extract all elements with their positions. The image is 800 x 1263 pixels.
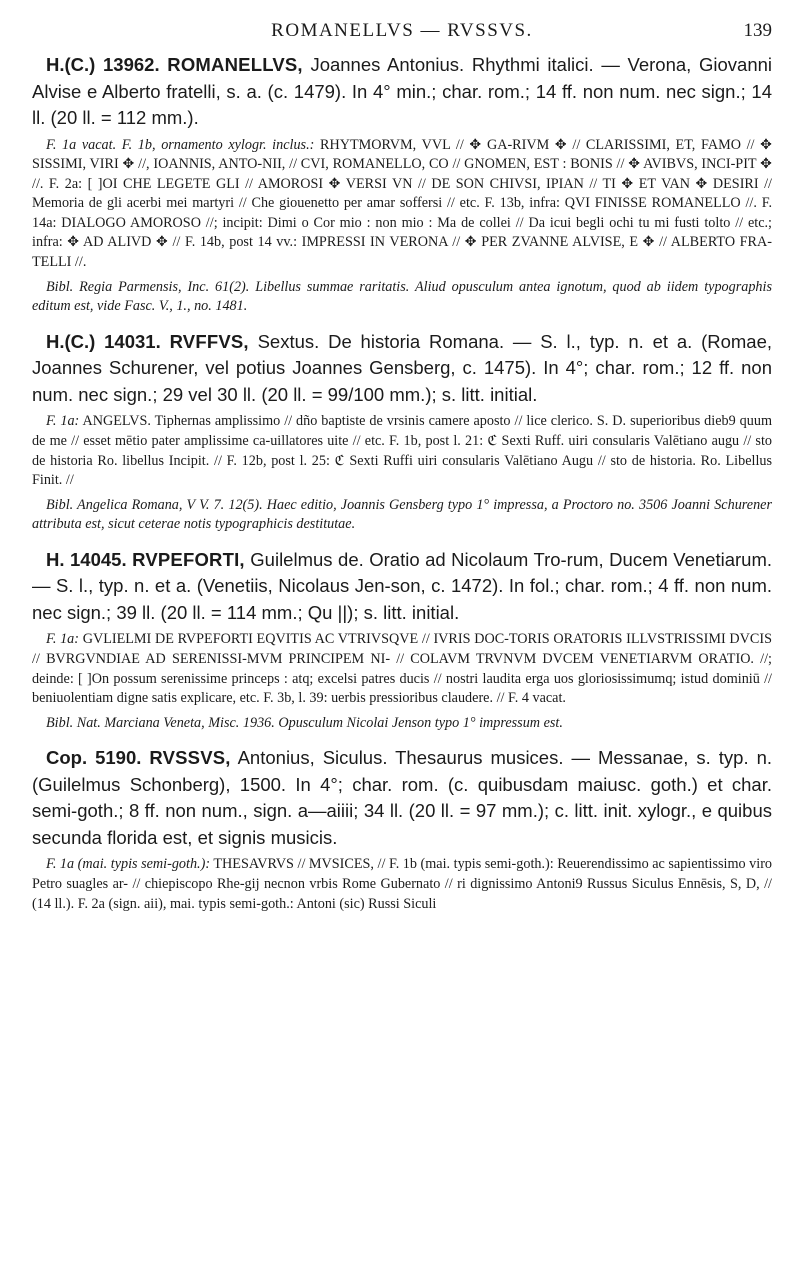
entry-heading [32, 547, 772, 627]
entry-author: RVFFVS, [169, 330, 249, 352]
entry-details [32, 630, 772, 708]
entry-heading [32, 745, 772, 851]
entry-details [32, 136, 772, 273]
catalog-entry-romanellus [32, 52, 772, 317]
running-title: ROMANELLVS — RVSSVS. [271, 20, 533, 41]
entry-details-label: F. 1a (mai. typis semi-goth.): [46, 856, 211, 873]
catalog-page [32, 0, 772, 926]
entry-details-text: ANGELVS. Tiphernas amplissimo // dño baptiste de vrsinis camere aposto // lice clerico. S. D. superioribus dieb9 quum de me // esset mētio pater amplissime ca-uillatores uite // etc. F. 1b, post l. 21: ℭ Sexti Ruff. uiri consularis Valētiano augu // sto de historia Ro. libellus Incipit. // F. 12b, post l. 25: ℭ Sexti Ruffi uiri consularis Valētiano Augu // sto de historia. Ro. Libellus Finit. // [32, 413, 772, 489]
entry-bibliography: Bibl. Regia Parmensis, Inc. 61(2). Libellus summae raritatis. Aliud opusculum antea ignotum, quod ab iidem typographis editum est, vide Fasc. V., 1., no. 1481. [32, 278, 772, 315]
entry-bibliography: Bibl. Nat. Marciana Veneta, Misc. 1936. Opusculum Nicolai Jenson typo 1° impressum est. [46, 714, 563, 731]
entry-description: Antonius, Siculus. Thesaurus musices. — Messanae, s. typ. n. (Guilelmus Schonberg), 1500. In 4°; char. rom. (c. quibusdam maiusc. goth.) et char. semi-goth.; 8 ff. non num., sign. a—aiiii; 34 ll. (20 ll. = 97 mm.); c. litt. init. xylogr., e quibus secunda florida est, et signis musicis. [32, 747, 772, 848]
entry-author: RVPEFORTI, [132, 548, 245, 570]
entry-description: Guilelmus de. Oratio ad Nicolaum Tro-rum, Ducem Venetiarum. — S. l., typ. n. et a. (Venetiis, Nicolaus Jen-son, c. 1472). In fol.; char. rom.; 4 ff. non num. nec sign.; 39 ll. (20 ll. = 114 mm.; Qu ||); s. litt. initial. [32, 548, 772, 623]
catalog-entry-russus [32, 745, 772, 914]
entry-bibliography: Bibl. Angelica Romana, V V. 7. 12(5). Haec editio, Joannis Gensberg typo 1° impressa, a Proctoro no. 3506 Joanni Schurener attributa est, sicut ceterae notis typographicis destitutae. [32, 496, 772, 533]
entry-description: Joannes Antonius. Rhythmi italici. — Verona, Giovanni Alvise e Alberto fratelli, s. a. (c. 1479). In 4° min.; char. rom.; 14 ff. non num. nec sign.; 14 ll. (20 ll. = 112 mm.). [32, 54, 773, 128]
entry-author: ROMANELLVS, [167, 54, 303, 75]
entry-heading [32, 52, 772, 132]
page-header [32, 0, 772, 52]
entry-number: H.(C.) 13962. [46, 54, 160, 75]
page-number: 139 [743, 20, 772, 41]
entry-number: H.(C.) 14031. [46, 330, 161, 352]
entry-details-label: F. 1a: [46, 631, 79, 648]
entry-details-text: RHYTMORVM, VVL // ✥ GA-RIVM ✥ // CLARISSIMI, ET, FAMO // ✥ SISSIMI, VIRI ✥ //, IOANNIS, ANTO-NII, // CVI, ROMANELLO, CO // GNOMEN, EST : BONIS // ✥ AVIBVS, INCI-PIT ✥ //. F. 2a: [ ]OI CHE LEGETE GLI // AMOROSI ✥ VERSI VN // DE SON CHIVSI, IPIAN // TI ✥ ET VAN ✥ DESIRI // Memoria de gli acerbi mei martyri // Che giouenetto per amar soffersi // etc. F. 13b, infra: QVI FINISSE ROMANELLO //. F. 14a: DIALOGO AMOROSO //; incipit: Dimi o Cor mio : non mio : Ma de collei // Da icui begli ochi tu mi fusti tolto // etc.; infra: ✥ AD ALIVD ✥ // F. 14b, post 14 vv.: IMPRESSI IN VERONA // ✥ PER ZVANNE ALVISE, E ✥ // ALBERTO FRA-TELLI //. [32, 136, 773, 271]
catalog-entry-ruffus [32, 329, 772, 535]
entry-author: RVSSVS, [149, 747, 231, 769]
entry-details-label: F. 1a vacat. F. 1b, ornamento xylogr. inclus.: [46, 136, 315, 153]
entry-details [32, 855, 772, 914]
entry-description: Sextus. De historia Romana. — S. l., typ. n. et a. (Romae, Joannes Schurener, vel potius Joannes Gensberg, c. 1475). In 4°; char. rom.; 12 ff. non num. nec sign.; 29 vel 30 ll. (20 ll. = 99/100 mm.); s. litt. initial. [32, 330, 773, 405]
entry-number: Cop. 5190. [46, 747, 142, 769]
entry-number: H. 14045. [46, 548, 127, 570]
entry-heading [32, 329, 772, 409]
catalog-entry-rupeforti [32, 547, 772, 733]
entry-details-text: THESAVRVS // MVSICES, // F. 1b (mai. typis semi-goth.): Reuerendissimo ac sapientissimo viro Petro suagles ar- // chiepiscopo Rhe-gij necnon vrbis Rome Gubernato // ri dignissimo Antoni9 Russus Siculus Ennēsis, S, D, // (14 ll.). F. 2a (sign. aii), mai. typis semi-goth.: Antoni (sic) Russi Siculi [32, 856, 773, 912]
entry-details-label: F. 1a: [46, 413, 80, 430]
entry-details [32, 412, 772, 490]
entry-details-text: GVLIELMI DE RVPEFORTI EQVITIS AC VTRIVSQVE // IVRIS DOC-TORIS ORATORIS ILLVSTRISSIMI DVCIS // BVRGVNDIAE AD SERENISSI-MVM PRINCIPEM NI- // COLAVM TRVNVM DVCEM VENETIARVM ORATIO. //; deinde: [ ]On possum serenissime princeps : atq; excelsi patres ducis // nostri laudita erga uos gloriosissimumq; istud dominiū // beniuolentiam digne satis explicare, etc. F. 3b, l. 39: uerbis pressioribus claudere. // F. 4 vacat. [32, 631, 772, 707]
